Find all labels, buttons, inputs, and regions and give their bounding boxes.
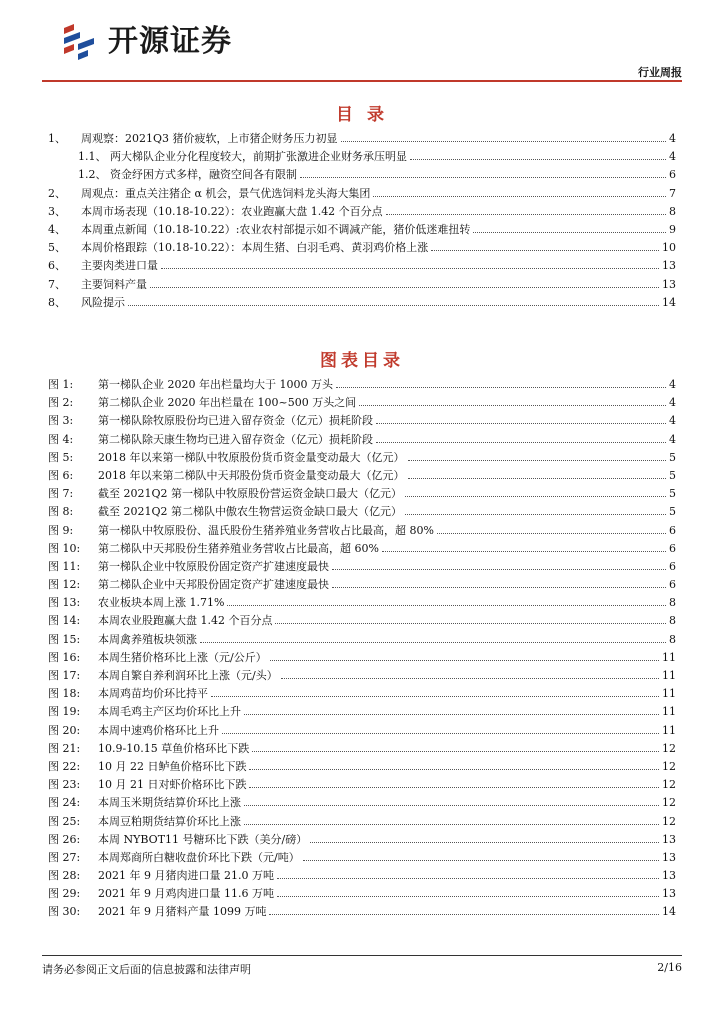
figure-entry-page: 13 xyxy=(662,887,676,901)
dot-leader xyxy=(405,503,666,515)
toc-entry[interactable] xyxy=(48,239,676,257)
figure-entry-text: 第二梯队中天邦股份生猪养殖业务营收占比最高，超 60% xyxy=(98,541,379,555)
toc-entry[interactable] xyxy=(48,130,676,148)
dot-leader xyxy=(244,813,659,825)
dot-leader xyxy=(386,203,666,215)
toc-entry[interactable] xyxy=(48,294,676,312)
toc-title: 目 录 xyxy=(336,105,388,125)
figure-entry-number: 图 25: xyxy=(48,814,81,828)
figure-entry[interactable] xyxy=(48,576,676,594)
figure-entry-text: 截至 2021Q2 第二梯队中傲农生物营运资金缺口最大（亿元） xyxy=(98,505,403,519)
toc-entry-number: 6、 xyxy=(48,259,66,273)
dot-leader xyxy=(275,612,666,624)
figure-entry-page: 5 xyxy=(669,468,676,482)
figure-entry-number: 图 28: xyxy=(48,869,81,883)
dot-leader xyxy=(473,221,666,233)
toc-entry-page: 9 xyxy=(669,222,676,236)
toc-entry[interactable] xyxy=(48,276,676,294)
toc-entry[interactable] xyxy=(48,148,676,166)
company-logo xyxy=(60,22,290,62)
figure-entry-number: 图 27: xyxy=(48,850,81,864)
dot-leader xyxy=(300,166,666,178)
figure-entry-text: 2018 年以来第一梯队中牧原股份货币资金量变动最大（亿元） xyxy=(98,450,405,464)
figure-entry[interactable] xyxy=(48,667,676,685)
toc-entry-page: 13 xyxy=(662,277,676,291)
toc-entry-text: 本周价格跟踪（10.18-10.22）：本周生猪、白羽毛鸡、黄羽鸡价格上涨 xyxy=(81,241,429,255)
figure-entry[interactable] xyxy=(48,394,676,412)
figure-entry-text: 本周鸡苗均价环比持平 xyxy=(98,687,208,701)
figure-entry[interactable] xyxy=(48,485,676,503)
dot-leader xyxy=(341,130,666,142)
figure-entry[interactable] xyxy=(48,431,676,449)
figure-entry[interactable] xyxy=(48,885,676,903)
figure-entry-page: 4 xyxy=(669,414,676,428)
toc-list xyxy=(48,130,676,312)
dot-leader xyxy=(270,649,659,661)
figure-entry-text: 2021 年 9 月鸡肉进口量 11.6 万吨 xyxy=(98,887,274,901)
figure-entry-page: 6 xyxy=(669,578,676,592)
figure-entry-page: 4 xyxy=(669,432,676,446)
figure-entry-text: 第二梯队企业中天邦股份固定资产扩建速度最快 xyxy=(98,578,329,592)
figure-entry-page: 11 xyxy=(662,723,676,737)
figure-entry[interactable] xyxy=(48,794,676,812)
figure-entry-page: 5 xyxy=(669,487,676,501)
toc-entry-page: 8 xyxy=(669,204,676,218)
figure-entry-number: 图 7: xyxy=(48,487,74,501)
dot-leader xyxy=(437,522,666,534)
figure-entry-page: 8 xyxy=(669,632,676,646)
figure-entry[interactable] xyxy=(48,449,676,467)
dot-leader xyxy=(373,185,666,197)
dot-leader xyxy=(252,740,659,752)
figure-entry-page: 13 xyxy=(662,850,676,864)
figure-entry-text: 本周 NYBOT11 号糖环比下跌（美分/磅） xyxy=(98,832,308,846)
dot-leader xyxy=(150,276,659,288)
figure-entry[interactable] xyxy=(48,722,676,740)
figure-entry-page: 14 xyxy=(662,905,676,919)
dot-leader xyxy=(227,594,666,606)
figure-entry-text: 本周禽养殖板块领涨 xyxy=(98,632,197,646)
dot-leader xyxy=(244,703,659,715)
figure-entry-number: 图 12: xyxy=(48,578,81,592)
figure-entry[interactable] xyxy=(48,412,676,430)
figure-entry-page: 11 xyxy=(662,687,676,701)
toc-entry[interactable] xyxy=(48,203,676,221)
figure-entry-page: 6 xyxy=(669,559,676,573)
figure-entry-number: 图 14: xyxy=(48,614,81,628)
figure-entry-number: 图 20: xyxy=(48,723,81,737)
figure-entry-page: 8 xyxy=(669,614,676,628)
toc-entry-text: 周观察：2021Q3 猪价疲软，上市猪企财务压力初显 xyxy=(81,132,338,145)
logo-mark-icon xyxy=(60,22,100,62)
figure-entry-text: 第一梯队企业中牧原股份固定资产扩建速度最快 xyxy=(98,559,329,573)
figure-entry-text: 本周毛鸡主产区均价环比上升 xyxy=(98,705,241,719)
footer-divider xyxy=(42,955,682,956)
header-divider xyxy=(42,80,682,82)
figure-entry-number: 图 21: xyxy=(48,741,81,755)
toc-entry-page: 10 xyxy=(662,241,676,255)
dot-leader xyxy=(128,294,659,306)
dot-leader xyxy=(332,558,666,570)
doc-type-label: 行业周报 xyxy=(638,66,682,79)
toc-entry-page: 13 xyxy=(662,259,676,273)
figure-entry-page: 13 xyxy=(662,832,676,846)
figure-entry-text: 农业板块本周上涨 1.71% xyxy=(98,596,225,610)
toc-entry-number: 4、 xyxy=(48,222,66,236)
figure-entry-number: 图 9: xyxy=(48,523,74,537)
toc-entry[interactable] xyxy=(48,257,676,275)
toc-entry-number: 1、 xyxy=(48,132,66,145)
figure-entry[interactable] xyxy=(48,740,676,758)
figure-entry[interactable] xyxy=(48,649,676,667)
figure-list-title: 图表目录 xyxy=(320,351,404,371)
figure-entry[interactable] xyxy=(48,522,676,540)
figure-list xyxy=(48,376,676,922)
figure-entry-page: 12 xyxy=(662,759,676,773)
dot-leader xyxy=(200,631,666,643)
figure-entry-number: 图 8: xyxy=(48,505,74,519)
figure-entry-number: 图 16: xyxy=(48,650,81,664)
figure-entry[interactable] xyxy=(48,758,676,776)
toc-entry-number: 2、 xyxy=(48,186,66,200)
figure-entry-text: 2021 年 9 月猪肉进口量 21.0 万吨 xyxy=(98,869,274,883)
figure-entry-page: 8 xyxy=(669,596,676,610)
logo-text: 开源证券 xyxy=(108,24,232,59)
figure-entry-text: 第二梯队企业 2020 年出栏量在 100~500 万头之间 xyxy=(98,396,357,410)
dot-leader xyxy=(332,576,666,588)
figure-entry-number: 图 2: xyxy=(48,396,74,410)
figure-entry-text: 10.9-10.15 草鱼价格环比下跌 xyxy=(98,741,250,755)
toc-entry-page: 7 xyxy=(669,186,676,200)
toc-entry-text: 周观点：重点关注猪企 α 机会，景气优选饲料龙头海大集团 xyxy=(81,186,371,200)
dot-leader xyxy=(310,831,659,843)
dot-leader xyxy=(244,794,659,806)
dot-leader xyxy=(431,239,659,251)
figure-entry-page: 12 xyxy=(662,814,676,828)
figure-entry-text: 本周中速鸡价格环比上升 xyxy=(98,723,219,737)
dot-leader xyxy=(410,148,666,160)
figure-entry-text: 截至 2021Q2 第一梯队中牧原股份营运资金缺口最大（亿元） xyxy=(98,487,403,501)
figure-entry-page: 11 xyxy=(662,705,676,719)
dot-leader xyxy=(408,467,667,479)
toc-entry-text: 本周市场表现（10.18-10.22）：农业跑赢大盘 1.42 个百分点 xyxy=(81,204,383,218)
page-header xyxy=(0,0,724,80)
dot-leader xyxy=(359,394,666,406)
dot-leader xyxy=(281,667,659,679)
figure-entry-number: 图 29: xyxy=(48,887,81,901)
figure-entry-number: 图 30: xyxy=(48,905,81,919)
figure-entry-number: 图 23: xyxy=(48,778,81,792)
figure-entry-number: 图 5: xyxy=(48,450,74,464)
dot-leader xyxy=(277,867,659,879)
figure-entry-page: 12 xyxy=(662,796,676,810)
page-number: 2/16 xyxy=(657,961,682,974)
dot-leader xyxy=(408,449,667,461)
toc-entry-page: 4 xyxy=(669,150,676,164)
figure-entry-number: 图 10: xyxy=(48,541,81,555)
figure-entry-page: 4 xyxy=(669,378,676,391)
figure-entry-number: 图 11: xyxy=(48,559,81,573)
figure-entry-number: 图 6: xyxy=(48,468,74,482)
figure-entry-text: 本周生猪价格环比上涨（元/公斤） xyxy=(98,650,267,664)
figure-entry[interactable] xyxy=(48,503,676,521)
figure-entry-page: 11 xyxy=(662,650,676,664)
figure-entry-number: 图 1: xyxy=(48,378,74,391)
figure-entry-page: 4 xyxy=(669,396,676,410)
toc-entry-number: 1.2、 xyxy=(78,168,107,182)
figure-entry-page: 6 xyxy=(669,541,676,555)
figure-entry-number: 图 17: xyxy=(48,669,81,682)
figure-entry-text: 本周玉米期货结算价环比上涨 xyxy=(98,796,241,810)
figure-entry-text: 第一梯队企业 2020 年出栏量均大于 1000 万头 xyxy=(98,378,333,391)
figure-entry[interactable] xyxy=(48,776,676,794)
toc-entry-text: 风险提示 xyxy=(81,295,125,309)
figure-entry-text: 2018 年以来第二梯队中天邦股份货币资金量变动最大（亿元） xyxy=(98,468,405,482)
figure-entry-text: 本周郑商所白糖收盘价环比下跌（元/吨） xyxy=(98,850,300,864)
figure-entry-text: 本周豆粕期货结算价环比上涨 xyxy=(98,814,241,828)
figure-entry-text: 第二梯队除天康生物均已进入留存资金（亿元）损耗阶段 xyxy=(98,432,373,446)
toc-entry[interactable] xyxy=(48,221,676,239)
figure-entry-number: 图 18: xyxy=(48,687,81,701)
figure-entry-number: 图 22: xyxy=(48,759,81,773)
figure-entry[interactable] xyxy=(48,467,676,485)
dot-leader xyxy=(382,540,666,552)
toc-entry-text: 两大梯队企业分化程度较大，前期扩张激进企业财务承压明显 xyxy=(110,150,407,164)
figure-entry-page: 13 xyxy=(662,869,676,883)
figure-entry-number: 图 26: xyxy=(48,832,81,846)
toc-entry-text: 主要饲料产量 xyxy=(81,277,147,291)
dot-leader xyxy=(303,849,659,861)
dot-leader xyxy=(277,885,659,897)
footer-disclaimer: 请务必参阅正文后面的信息披露和法律声明 xyxy=(42,963,251,976)
dot-leader xyxy=(249,758,659,770)
dot-leader xyxy=(211,685,659,697)
figure-entry-page: 5 xyxy=(669,450,676,464)
figure-entry-page: 11 xyxy=(662,669,676,682)
figure-entry-number: 图 19: xyxy=(48,705,81,719)
figure-entry-page: 6 xyxy=(669,523,676,537)
figure-entry-number: 图 4: xyxy=(48,432,74,446)
toc-entry-text: 主要肉类进口量 xyxy=(81,259,158,273)
figure-entry[interactable] xyxy=(48,631,676,649)
toc-entry-number: 8、 xyxy=(48,295,66,309)
dot-leader xyxy=(405,485,666,497)
figure-entry[interactable] xyxy=(48,903,676,921)
figure-entry[interactable] xyxy=(48,867,676,885)
toc-entry-text: 本周重点新闻（10.18-10.22）:农业农村部提示如不调减产能，猪价低迷难扭转 xyxy=(81,222,471,236)
figure-entry[interactable] xyxy=(48,685,676,703)
figure-entry[interactable] xyxy=(48,831,676,849)
figure-entry-number: 图 24: xyxy=(48,796,81,810)
figure-entry[interactable] xyxy=(48,376,676,394)
dot-leader xyxy=(222,722,659,734)
figure-entry[interactable] xyxy=(48,612,676,630)
figure-entry[interactable] xyxy=(48,594,676,612)
figure-entry-text: 第一梯队除牧原股份均已进入留存资金（亿元）损耗阶段 xyxy=(98,414,373,428)
figure-entry[interactable] xyxy=(48,849,676,867)
figure-entry-text: 10 月 22 日鲈鱼价格环比下跌 xyxy=(98,759,247,773)
figure-entry[interactable] xyxy=(48,540,676,558)
dot-leader xyxy=(269,903,659,915)
figure-entry-number: 图 3: xyxy=(48,414,74,428)
toc-entry-page: 14 xyxy=(662,295,676,309)
figure-entry[interactable] xyxy=(48,558,676,576)
figure-entry-text: 本周自繁自养利润环比上涨（元/头） xyxy=(98,669,278,682)
toc-entry-number: 1.1、 xyxy=(78,150,107,164)
dot-leader xyxy=(161,257,659,269)
dot-leader xyxy=(376,431,666,443)
toc-entry[interactable] xyxy=(48,166,676,184)
toc-entry[interactable] xyxy=(48,185,676,203)
figure-entry-text: 2021 年 9 月猪料产量 1099 万吨 xyxy=(98,905,267,919)
figure-entry-number: 图 15: xyxy=(48,632,81,646)
figure-entry-page: 5 xyxy=(669,505,676,519)
figure-entry-text: 10 月 21 日对虾价格环比下跌 xyxy=(98,778,247,792)
figure-entry-number: 图 13: xyxy=(48,596,81,610)
toc-entry-page: 4 xyxy=(669,132,676,145)
figure-entry-text: 第一梯队中牧原股份、温氏股份生猪养殖业务营收占比最高，超 80% xyxy=(98,523,434,537)
figure-entry-page: 12 xyxy=(662,778,676,792)
toc-entry-number: 3、 xyxy=(48,204,66,218)
toc-entry-text: 资金纾困方式多样，融资空间各有限制 xyxy=(110,168,297,182)
figure-entry-page: 12 xyxy=(662,741,676,755)
dot-leader xyxy=(336,376,666,388)
toc-entry-number: 5、 xyxy=(48,241,66,255)
figure-entry[interactable] xyxy=(48,703,676,721)
figure-entry-text: 本周农业股跑赢大盘 1.42 个百分点 xyxy=(98,614,273,628)
figure-entry[interactable] xyxy=(48,813,676,831)
toc-entry-number: 7、 xyxy=(48,277,66,291)
dot-leader xyxy=(249,776,659,788)
dot-leader xyxy=(376,412,666,424)
toc-entry-page: 6 xyxy=(669,168,676,182)
